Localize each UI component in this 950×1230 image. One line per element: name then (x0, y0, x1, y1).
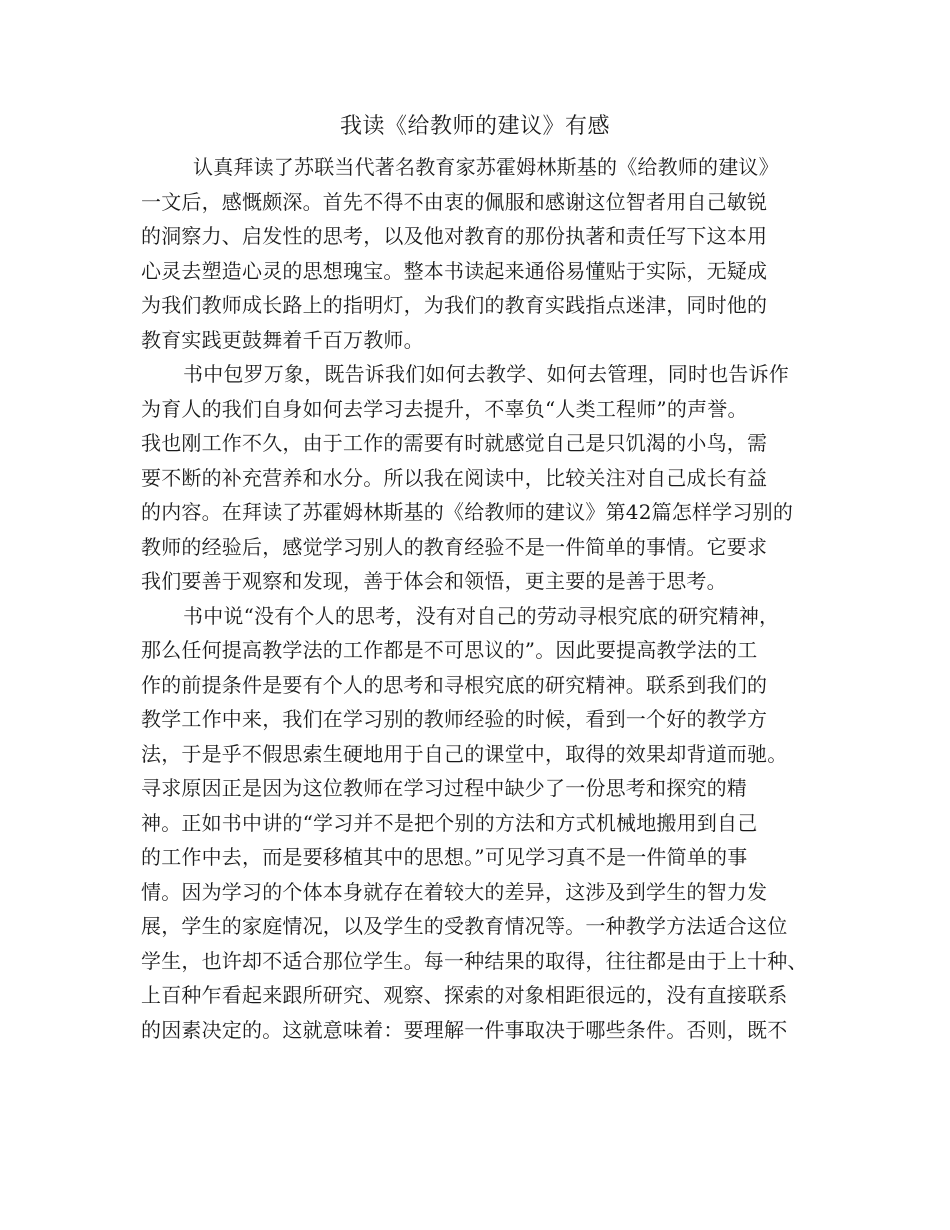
text-line: 书中包罗万象，既告诉我们如何去教学、如何去管理，同时也告诉作 (183, 362, 789, 386)
text-line: 展，学生的家庭情况，以及学生的受教育情况等。一种教学方法适合这位 (141, 914, 788, 938)
text-line: 神。正如书中讲的“学习并不是把个别的方法和方式机械地搬用到自己 (141, 810, 758, 835)
text-line: 的内容。在拜读了苏霍姆林斯基的《给教师的建议》第42篇怎样学习别的 (141, 500, 794, 524)
text-line: 我也刚工作不久，由于工作的需要有时就感觉自己是只饥渴的小鸟，需 (141, 431, 768, 455)
text-line: 情。因为学习的个体本身就存在着较大的差异，这涉及到学生的智力发 (141, 879, 768, 904)
text-line: 教学工作中来，我们在学习别的教师经验的时候，看到一个好的教学方 (141, 707, 768, 731)
text-line: 作的前提条件是要有个人的思考和寻根究底的研究精神。联系到我们的 (141, 672, 768, 697)
text-line: 那么任何提高教学法的工作都是不可思议的”。因此要提高教学法的工 (141, 638, 758, 662)
text-line: 寻求原因正是因为这位教师在学习过程中缺少了一份思考和探究的精 (141, 776, 747, 800)
text-line: 教师的经验后，感觉学习别人的教育经验不是一件简单的事情。它要求 (141, 534, 768, 559)
text-line: 要不断的补充营养和水分。所以我在阅读中，比较关注对自己成长有益 (141, 465, 768, 490)
text-line: 的洞察力、启发性的思考，以及他对教育的那份执著和责任写下这本用 (141, 224, 768, 248)
text-line: 为我们教师成长路上的指明灯，为我们的教育实践指点迷津，同时他的 (141, 293, 768, 317)
text-line: 的工作中去，而是要移植其中的思想。”可见学习真不是一件简单的事 (141, 845, 748, 869)
text-line: 教育实践更鼓舞着千百万教师。 (141, 327, 424, 352)
text-line: 的因素决定的。这就意味着：要理解一件事取决于哪些条件。否则，既不 (141, 1017, 788, 1042)
text-line: 心灵去塑造心灵的思想瑰宝。整本书读起来通俗易懂贴于实际，无疑成 (141, 258, 768, 283)
text-line: 一文后，感慨颇深。首先不得不由衷的佩服和感谢这位智者用自己敏锐 (141, 189, 768, 214)
document-body (141, 150, 821, 1047)
text-line: 上百种乍看起来跟所研究、观察、探索的对象相距很远的，没有直接联系 (141, 983, 788, 1007)
text-line: 学生，也许却不适合那位学生。每一种结果的取得，往往都是由于上十种、 (141, 948, 808, 973)
text-line: 书中说“没有个人的思考，没有对自己的劳动寻根究底的研究精神， (183, 603, 780, 628)
text-line: 为育人的我们自身如何去学习去提升，不辜负“人类工程师”的声誉。 (141, 396, 748, 421)
text-line: 认真拜读了苏联当代著名教育家苏霍姆林斯基的《给教师的建议》 (193, 155, 779, 179)
text-line: 我们要善于观察和发现，善于体会和领悟，更主要的是善于思考。 (141, 569, 727, 593)
document-title: 我读《给教师的建议》有感 (339, 114, 610, 139)
text-line: 法，于是乎不假思索生硬地用于自己的课堂中，取得的效果却背道而驰。 (141, 741, 788, 766)
